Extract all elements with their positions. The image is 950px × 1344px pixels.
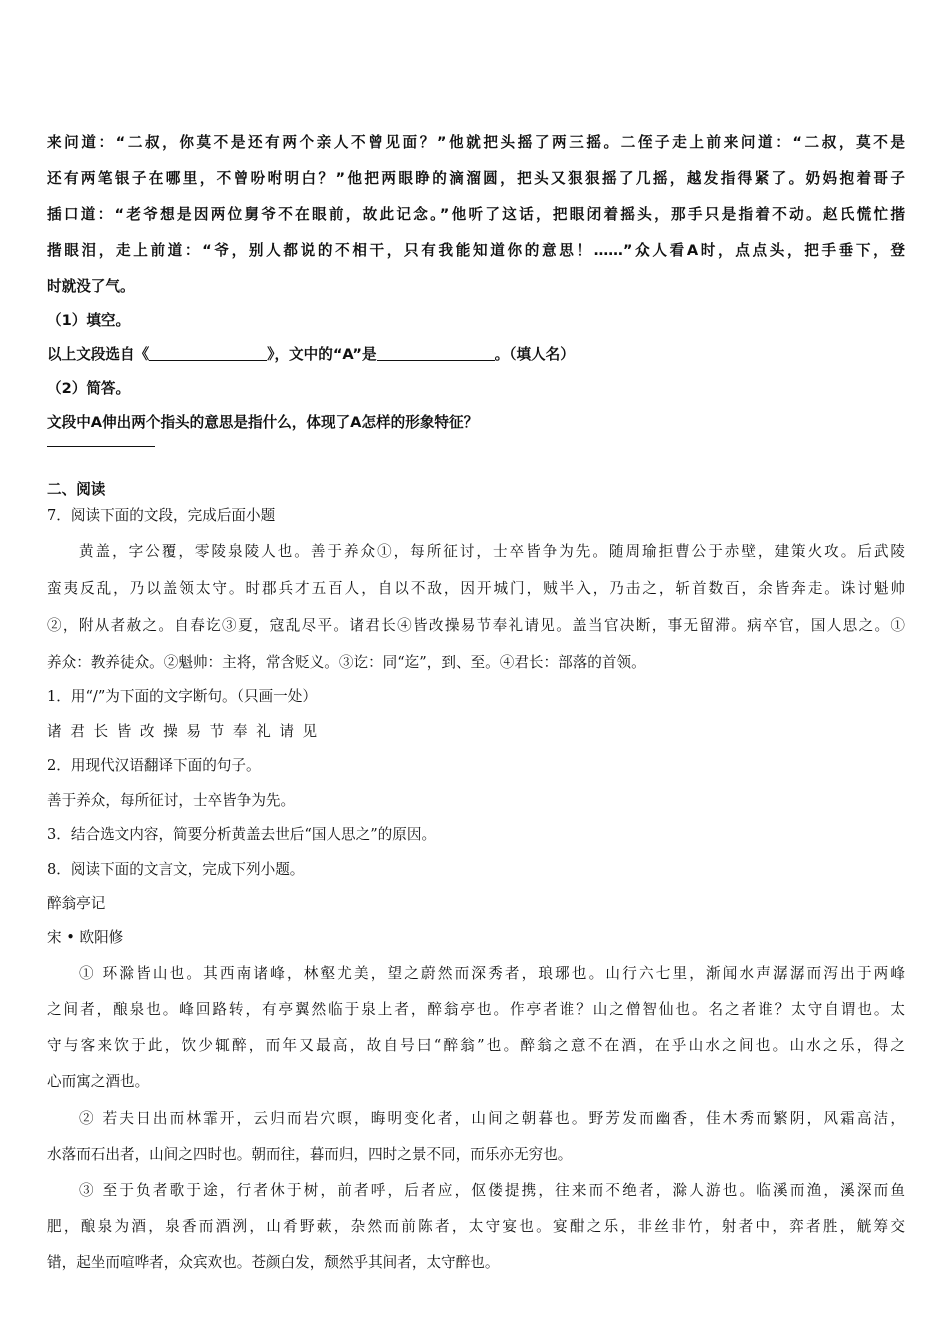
passage1-line-5: 时就没了气。 [47,278,135,295]
q8-line-1: ① 环滁皆山也。其西南诸峰，林壑尤美，望之蔚然而深秀者，琅琊也。山行六七里，渐闻水声潺潺而泻出于两峰 [79,965,905,982]
passage1-line-4: 揩眼泪，走上前道：“爷，别人都说的不相干，只有我能知道你的意思！……”众人看A时，点点头，把手垂下，登 [47,242,905,259]
q7-sub2-text: 善于养众，每所征讨，士卒皆争为先。 [47,792,296,809]
q1-text-b: 》，文中的“A”是 [267,346,377,363]
q7-sub1-text: 诸 君 长 皆 改 操 易 节 奉 礼 请 见 [47,723,320,740]
section2-title: 二、阅读 [47,481,106,498]
q8-line-7: ③ 至于负者歌于途，行者休于树，前者呼，后者应，伛偻提携，往来而不绝者，滁人游也。临溪而渔，溪深而鱼 [79,1182,905,1199]
q7-line-4: 养众：教养徒众。②魁帅：主将，常含贬义。③讫：同“迄”，到、至。④君长：部落的首领。 [47,654,646,671]
passage1-line-2: 还有两笔银子在哪里，不曾吩咐明白？”他把两眼睁的滴溜圆，把头又狠狠摇了几摇，越发指得紧了。奶妈抱着哥子 [47,170,905,187]
q7-line-1: 黄盖，字公覆，零陵泉陵人也。善于养众①，每所征讨，士卒皆争为先。随周瑜拒曹公于赤壁，建策火攻。后武陵 [79,543,905,560]
q7-heading: 7．阅读下面的文段，完成后面小题 [47,507,276,524]
q8-line-9: 错，起坐而喧哗者，众宾欢也。苍颜白发，颓然乎其间者，太守醉也。 [47,1254,500,1271]
q7-line-3: ②，附从者赦之。自春讫③夏，寇乱尽平。诸君长④皆改操易节奉礼请见。盖当官决断，事无留滞。病卒官，国人思之。① [47,617,905,634]
q2-text: 文段中A伸出两个指头的意思是指什么，体现了A怎样的形象特征？ [47,414,479,431]
person-name-blank[interactable] [377,346,495,361]
q1-heading: （1）填空。 [47,312,131,329]
q8-line-4: 心而寓之酒也。 [47,1073,150,1090]
q7-sub2: 2．用现代汉语翻译下面的句子。 [47,757,261,774]
passage1-line-3: 插口道：“老爷想是因两位舅爷不在眼前，故此记念。”他听了这话，把眼闭着摇头，那手只是指着不动。赵氏慌忙揩 [47,206,905,223]
q8-heading: 8．阅读下面的文言文，完成下列小题。 [47,861,305,878]
q8-author: 宋 • 欧阳修 [47,929,124,946]
passage1-line-1: 来问道：“二叔，你莫不是还有两个亲人不曾见面？”他就把头摇了两三摇。二侄子走上前来问道：“二叔，莫不是 [47,134,905,151]
q8-line-2: 之间者，酿泉也。峰回路转，有亭翼然临于泉上者，醉翁亭也。作亭者谁？山之僧智仙也。名之者谁？太守自谓也。太 [47,1001,905,1018]
q8-line-6: 水落而石出者，山间之四时也。朝而往，暮而归，四时之景不同，而乐亦无穷也。 [47,1146,573,1163]
q8-line-8: 肥，酿泉为酒，泉香而酒洌，山肴野蔌，杂然而前陈者，太守宴也。宴酣之乐，非丝非竹，射者中，弈者胜，觥筹交 [47,1218,905,1235]
q1-text-c: 。（填人名） [494,346,575,363]
q1-fill-line [47,343,575,364]
q8-line-5: ② 若夫日出而林霏开，云归而岩穴暝，晦明变化者，山间之朝暮也。野芳发而幽香，佳木秀而繁阴，风霜高洁， [79,1110,905,1127]
book-title-blank[interactable] [149,346,267,361]
q7-sub1: 1．用“/”为下面的文字断句。（只画一处） [47,688,317,705]
q1-text-a: 以上文段选自《 [47,346,150,363]
q7-sub3: 3．结合选文内容，简要分析黄盖去世后“国人思之”的原因。 [47,826,437,843]
q7-line-2: 蛮夷反乱，乃以盖领太守。时郡兵才五百人，自以不敌，因开城门，贼半入，乃击之，斩首数百，余皆奔走。诛讨魁帅 [47,580,905,597]
q8-title: 醉翁亭记 [47,895,106,912]
q8-line-3: 守与客来饮于此，饮少辄醉，而年又最高，故自号曰“醉翁”也。醉翁之意不在酒，在乎山水之间也。山水之乐，得之 [47,1037,905,1054]
answer-line[interactable] [47,446,155,447]
q2-heading: （2）简答。 [47,380,131,397]
